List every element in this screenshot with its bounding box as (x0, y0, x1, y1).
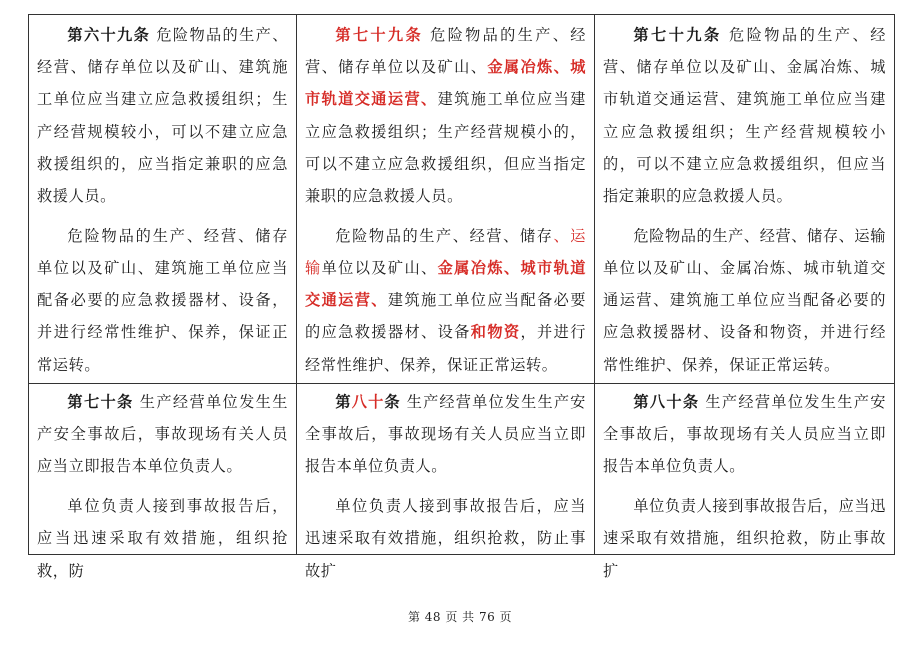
table-cell (595, 386, 894, 580)
clause-text: 危险物品的生产、经营、储存、运输单位以及矿山、金属冶炼、城市轨道交通运营、建筑施工单位应当配备必要的应急救援器材、设备和物资，并进行经常性维护、保养，保证正常运转。 (603, 226, 886, 374)
article-number: 条 (384, 393, 401, 411)
table-cell (297, 19, 594, 383)
highlighted-text: 金属冶炼、城市轨道交通运营、 (305, 259, 586, 310)
page-number: 第 48 页 共 76 页 (407, 610, 513, 624)
clause-text: ，并进行经常性维护、保养，保证正常运转。 (305, 323, 586, 374)
clause-text: 建筑施工单位应当建立应急救援组织；生产经营规模小的，可以不建立应急救援组织，但应当指定兼职的应急救援人员。 (305, 90, 586, 206)
table-row-rule (28, 383, 895, 384)
article-paragraph (37, 220, 288, 381)
table-column-rule (894, 14, 895, 554)
article-paragraph (603, 490, 886, 587)
clause-text: 危险物品的生产、经营、储存单位以及矿山、建筑施工单位应当建立应急救援组织；生产经营规模较小，可以不建立应急救援组织的，应当指定兼职的应急救援人员。 (37, 26, 288, 206)
table-row-rule (28, 14, 895, 15)
article-paragraph (305, 220, 586, 381)
highlighted-text: 金属冶炼、城市轨道交通运营、 (305, 58, 586, 109)
article-number: 第七十条 (67, 393, 134, 411)
article-number: 第七十九条 (633, 26, 722, 44)
clause-text: 危险物品的生产、经营、储存单位以及矿山、建筑施工单位应当配备必要的应急救援器材、设备，并进行经常性维护、保养，保证正常运转。 (37, 226, 288, 374)
clause-text: 建筑施工单位应当配备必要的应急救援器材、设备 (305, 291, 587, 342)
clause-text: 危险物品的生产、经营、储存单位以及矿山、 (305, 26, 587, 77)
article-paragraph (603, 220, 886, 381)
article-number: 八十 (351, 393, 385, 411)
clause-text: 单位负责人接到事故报告后，应当迅速采取有效措施，组织抢救，防 (37, 497, 288, 580)
highlighted-text: 、运输 (305, 226, 586, 278)
article-paragraph (603, 386, 886, 483)
article-number: 第八十条 (633, 393, 700, 411)
clause-text: 危险物品的生产、经营、储存 (335, 226, 554, 245)
article-number: 第六十九条 (67, 26, 151, 44)
clause-text: 单位以及矿山、 (321, 259, 438, 278)
table-cell (595, 19, 894, 383)
article-paragraph (305, 386, 586, 483)
article-paragraph (603, 19, 886, 212)
clause-text: 生产经营单位发生生产安全事故后，事故现场有关人员应当立即报告本单位负责人。 (305, 393, 586, 476)
article-number: 第七十九条 (335, 26, 423, 44)
highlighted-text: 和物资 (470, 323, 521, 342)
clause-text: 单位负责人接到事故报告后，应当迅速采取有效措施，组织抢救，防止事故扩 (305, 497, 586, 580)
article-paragraph (305, 19, 586, 212)
table-cell (29, 19, 296, 383)
article-paragraph (37, 19, 288, 212)
table-cell (297, 386, 594, 580)
article-paragraph (305, 490, 586, 587)
table-cell (29, 386, 296, 580)
clause-text: 生产经营单位发生生产安全事故后，事故现场有关人员应当立即报告本单位负责人。 (37, 393, 289, 476)
clause-text: 生产经营单位发生生产安全事故后，事故现场有关人员应当立即报告本单位负责人。 (603, 393, 886, 476)
clause-text: 单位负责人接到事故报告后，应当迅速采取有效措施，组织抢救，防止事故扩 (603, 497, 886, 580)
article-number: 第 (335, 393, 352, 411)
article-paragraph (37, 490, 288, 587)
clause-text: 危险物品的生产、经营、储存单位以及矿山、金属冶炼、城市轨道交通运营、建筑施工单位应当建立应急救援组织；生产经营规模较小的，可以不建立应急救援组织，但应当指定兼职的应急救援人员。 (603, 26, 887, 206)
article-paragraph (37, 386, 288, 483)
